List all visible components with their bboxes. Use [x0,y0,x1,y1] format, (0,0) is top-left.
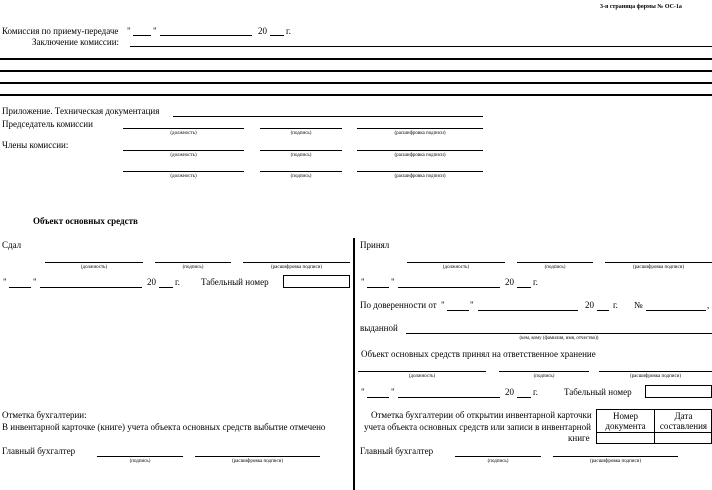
chairman-position-line[interactable] [123,128,244,129]
conclusion-label: Заключение комиссии: [32,37,120,47]
received-name-line[interactable] [605,262,712,263]
commission-year-suffix: г. [286,26,291,36]
handed-position-caption: (должность) [80,265,108,270]
attachment-label: Приложение. Техническая документация [2,106,160,116]
acct-col-date-line1: Дата [674,411,693,421]
member2-name-caption: (расшифровка подписи) [394,174,446,179]
issued-label: выданной [360,323,398,333]
left-acct-title: Отметка бухгалтерии: [2,410,87,420]
handed-tab-label: Табельный номер [201,277,269,287]
handed-quote-open: " [3,277,7,287]
commission-month-line[interactable] [160,35,252,36]
storage-position-line[interactable] [358,371,486,372]
left-chief-signature-line[interactable] [97,456,183,457]
storage-year-prefix: 20 [505,387,514,397]
member1-signature-line[interactable] [260,150,342,151]
member2-position-line[interactable] [123,171,244,172]
commission-day-line[interactable] [133,35,151,36]
handed-name-caption: (расшифровка подписи) [270,265,323,270]
asset-title: Объект основных средств [33,216,138,226]
acct-col-number-header [597,411,654,431]
received-year-line[interactable] [517,287,531,288]
commission-quote-open: " [127,26,131,36]
received-quote-close: " [391,277,395,287]
proxy-month-line[interactable] [478,310,578,311]
conclusion-line-5[interactable] [0,94,712,96]
right-acct-line2: учета объекта основных средств или записи в инвентарной [364,422,591,432]
proxy-number-line[interactable] [646,310,706,311]
conclusion-line-3[interactable] [0,70,712,72]
storage-position-caption: (должность) [408,374,436,379]
proxy-year-suffix: г. [613,300,618,310]
handed-year-suffix: г. [175,277,180,287]
handed-month-line[interactable] [40,287,142,288]
commission-quote-close: " [153,26,157,36]
handed-tab-number-field[interactable] [283,275,350,288]
received-position-caption: (должность) [442,265,470,270]
acct-col-number-line1: Номер [612,411,639,421]
right-chief-signature-line[interactable] [455,456,541,457]
received-name-caption: (расшифровка подписи) [632,265,685,270]
acct-col-date-header [655,411,712,431]
received-signature-caption: (подпись) [544,265,566,270]
received-day-line[interactable] [367,287,389,288]
handed-label: Сдал [2,240,22,250]
page-label: 3-я страница формы № ОС-1а [600,4,682,10]
handed-name-line[interactable] [243,262,350,263]
left-chief-signature-caption: (подпись) [129,459,151,464]
issued-line[interactable] [406,333,712,334]
received-signature-line[interactable] [517,262,593,263]
proxy-number-label: № [634,300,643,310]
right-chief-name-line[interactable] [553,456,678,457]
members-label: Члены комиссии: [2,140,69,150]
proxy-label: По доверенности от [360,300,437,310]
handed-day-line[interactable] [9,287,31,288]
right-chief-signature-caption: (подпись) [487,459,509,464]
storage-tab-number-field[interactable] [645,385,712,398]
left-acct-text: В инвентарной карточке (книге) учета объекта основных средств выбытие отмечено [2,422,326,432]
right-acct-line3: книге [568,433,590,443]
attachment-line[interactable] [173,116,483,117]
commission-act-label: Комиссия по приему-передаче [2,26,119,36]
proxy-quote-close: " [470,300,474,310]
received-month-line[interactable] [398,287,500,288]
storage-name-caption: (расшифровка подписи) [629,374,682,379]
member1-position-caption: (должность) [170,153,197,158]
conclusion-line-4[interactable] [0,82,712,84]
handed-signature-caption: (подпись) [182,265,204,270]
handed-quote-close: " [33,277,37,287]
storage-quote-close: " [391,387,395,397]
received-label: Принял [360,240,390,250]
issued-caption: (кем, кому (фамилия, имя, отчество)) [519,336,599,341]
storage-month-line[interactable] [398,397,500,398]
storage-signature-line[interactable] [499,371,589,372]
member1-name-line[interactable] [357,150,483,151]
commission-year-line[interactable] [270,35,284,36]
commission-year-prefix: 20 [258,26,267,36]
proxy-day-line[interactable] [447,310,469,311]
storage-name-line[interactable] [599,371,712,372]
member2-signature-line[interactable] [260,171,342,172]
storage-label: Объект основных средств принял на ответственное хранение [361,349,596,359]
member1-name-caption: (расшифровка подписи) [394,153,446,158]
proxy-comma: , [707,300,710,310]
left-chief-name-caption: (расшифровка подписи) [231,459,284,464]
chairman-name-caption: (расшифровка подписи) [394,131,446,136]
right-acct-line1: Отметка бухгалтерии об открытии инвентарной карточки [371,410,592,420]
chairman-position-caption: (должность) [170,131,197,136]
received-year-prefix: 20 [505,277,514,287]
storage-day-line[interactable] [367,397,389,398]
member2-signature-caption: (подпись) [290,174,312,179]
chairman-signature-caption: (подпись) [290,131,312,136]
chairman-signature-line[interactable] [260,128,342,129]
proxy-year-prefix: 20 [585,300,594,310]
member2-position-caption: (должность) [170,174,197,179]
storage-tab-label: Табельный номер [564,387,632,397]
right-chief-name-caption: (расшифровка подписи) [589,459,642,464]
storage-quote-open: " [361,387,365,397]
handed-signature-line[interactable] [155,262,231,263]
acct-number-value-cell[interactable] [597,433,654,443]
chairman-label: Председатель комиссии [2,119,93,129]
storage-year-suffix: г. [533,387,538,397]
storage-year-line[interactable] [517,397,531,398]
right-chief-label: Главный бухгалтер [360,446,434,456]
column-divider [353,238,355,490]
handed-position-line[interactable] [45,262,143,263]
left-chief-name-line[interactable] [195,456,320,457]
proxy-quote-open: " [441,300,445,310]
acct-date-value-cell[interactable] [655,433,711,443]
member1-position-line[interactable] [123,150,244,151]
received-position-line[interactable] [407,262,505,263]
received-year-suffix: г. [533,277,538,287]
acct-col-date-line2: составления [659,421,708,431]
received-quote-open: " [361,277,365,287]
left-chief-label: Главный бухгалтер [2,446,76,456]
conclusion-line-2[interactable] [0,58,712,60]
handed-year-prefix: 20 [147,277,156,287]
acct-col-number-line2: документа [605,421,646,431]
conclusion-line-1[interactable] [130,46,712,47]
proxy-year-line[interactable] [597,310,609,311]
member1-signature-caption: (подпись) [290,153,312,158]
handed-year-line[interactable] [159,287,173,288]
member2-name-line[interactable] [357,171,483,172]
storage-signature-caption: (подпись) [533,374,555,379]
chairman-name-line[interactable] [357,128,483,129]
